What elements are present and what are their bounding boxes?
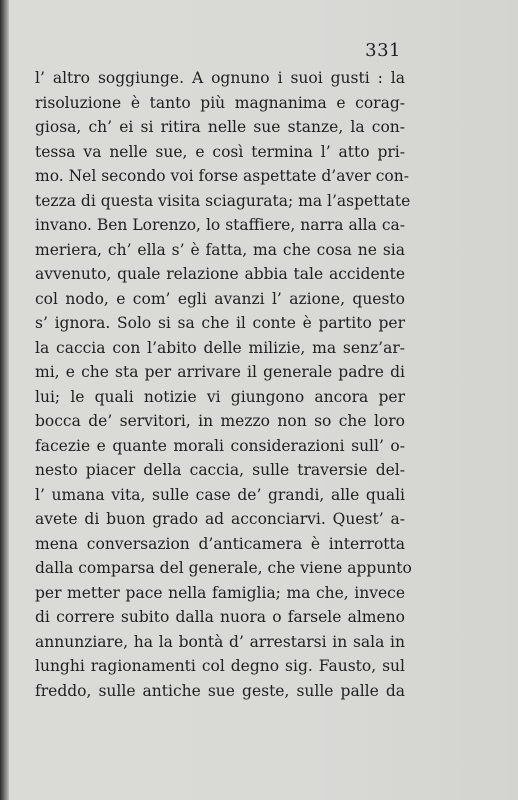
text-line: avete di buon grado ad acconciarvi. Quest’ a- [35,510,405,528]
text-line: bocca de’ servitori, in mezzo non so che loro [35,412,405,430]
text-line: per metter pace nella famiglia; ma che, invece [35,583,405,602]
text-line: meriera, ch’ ella s’ è fatta, ma che cosa ne sia [35,240,405,259]
text-line: mi, e che sta per arrivare il generale padre di [35,363,405,381]
text-line: l’ altro soggiunge. A ognuno i suoi gusti : la [35,69,405,87]
text-line: avvenuto, quale relazione abbia tale accidente [35,265,405,283]
page-number: 331 [365,40,401,61]
text-line: annunziare, ha la bontà d’ arrestarsi in sala in [35,632,405,651]
text-line: risoluzione è tanto più magnanima e corag- [35,93,405,112]
text-line: invano. Ben Lorenzo, lo staffiere, narra alla ca- [35,216,405,234]
text-line: freddo, sulle antiche sue geste, sulle palle da [35,681,405,700]
text-line: col nodo, e com’ egli avanzi l’ azione, questo [35,289,405,308]
text-line: dalla comparsa del generale, che viene appunto [35,559,412,577]
text-line: tessa va nelle sue, e così termina l’ atto pri- [35,142,405,161]
text-line: la caccia con l’abito delle milizie, ma senz’ar- [35,338,405,357]
text-line: lunghi ragionamenti col degno sig. Fausto, sul [35,657,405,675]
text-line: facezie e quante morali considerazioni sull’ o- [35,436,405,455]
text-line: mo. Nel secondo voi forse aspettate d’aver con- [35,167,409,185]
text-line: l’ umana vita, sulle case de’ grandi, alle quali [35,485,405,504]
text-line: nesto piacer della caccia, sulle traversie del- [35,461,405,479]
text-line: tezza di questa visita sciagurata; ma l’aspettate [35,191,411,210]
text-line: mena conversazion d’anticamera è interrotta [35,534,405,553]
text-line: lui; le quali notizie vi giungono ancora per [35,387,405,406]
text-line: s’ ignora. Solo si sa che il conte è partito per [35,314,405,332]
text-line: giosa, ch’ ei si ritira nelle sue stanze, la con- [35,118,405,136]
book-spine-shadow [0,0,9,800]
body-text [35,66,412,703]
text-line: di correre subito dalla nuora o farsele almeno [35,608,405,626]
